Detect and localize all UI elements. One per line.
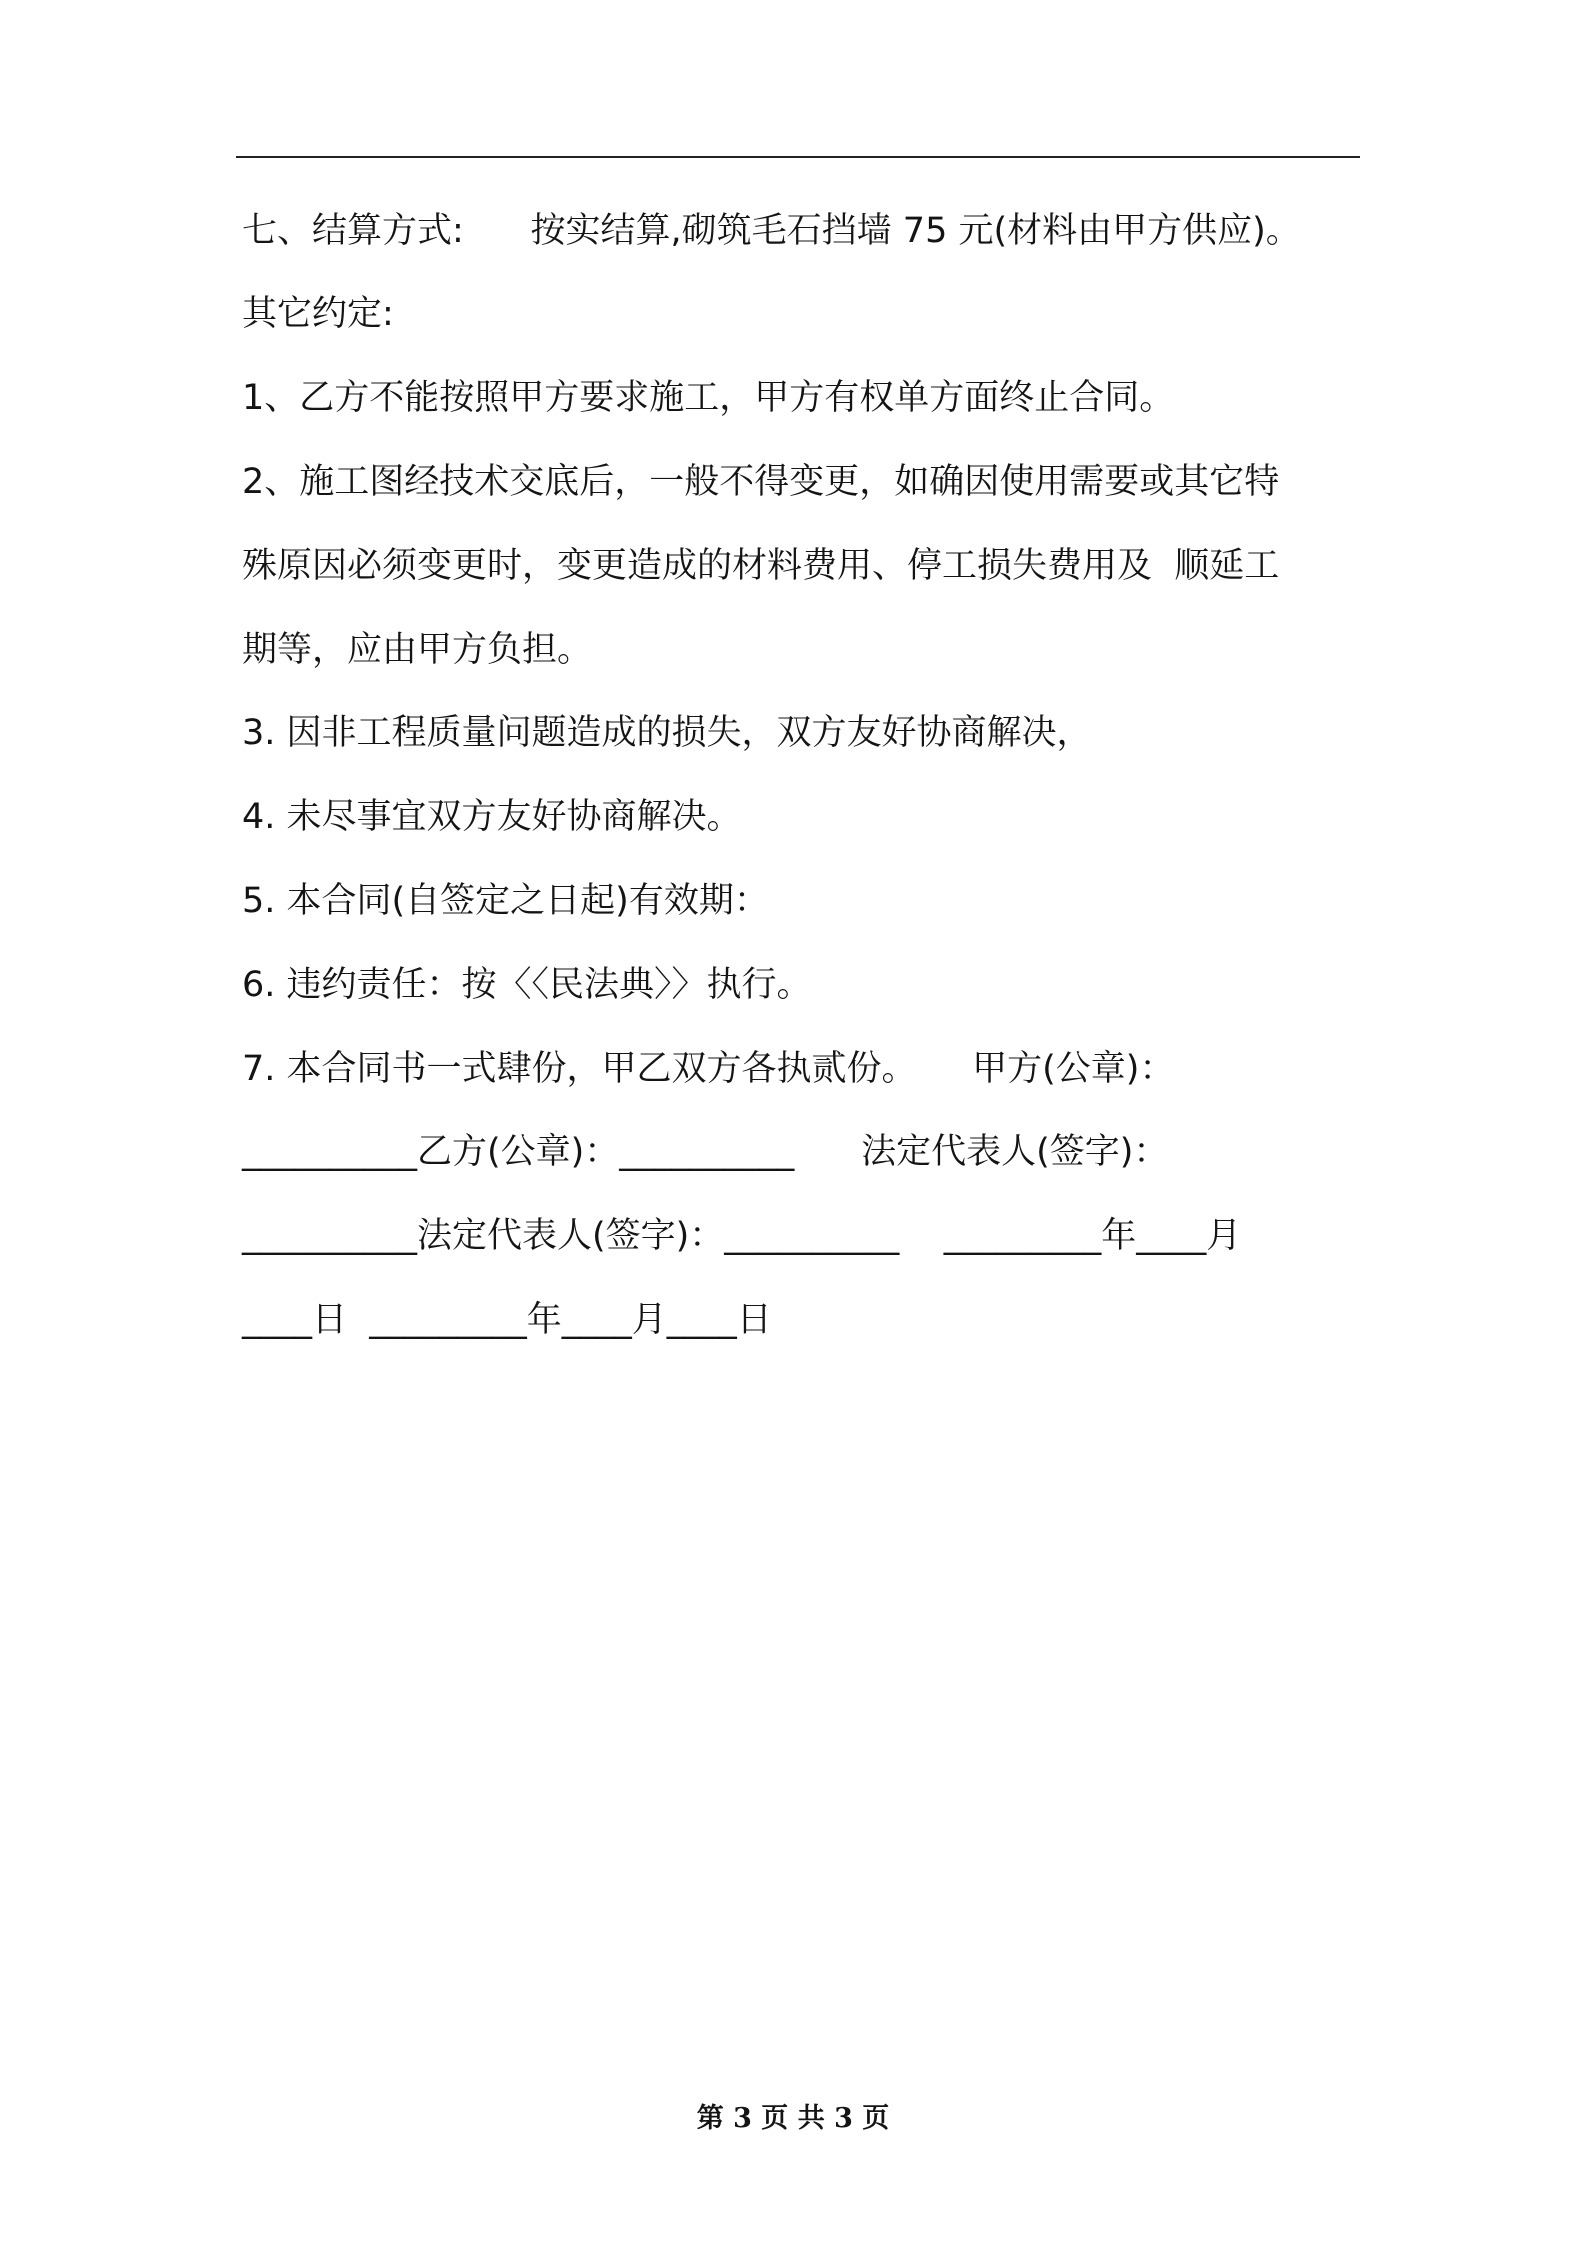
term-2-line-3: 期等，应由甲方负担。 <box>242 630 593 670</box>
settlement-method-line: 七、结算方式: 按实结算,砌筑毛石挡墙 75 元(材料由甲方供应)。 <box>242 211 1301 251</box>
signature-line-2: __________法定代表人(签字)：__________ _________年____月 <box>242 1216 1242 1256</box>
term-1-line: 1、乙方不能按照甲方要求施工，甲方有权单方面终止合同。 <box>242 378 1175 418</box>
date-line: ____日 _________年____月____日 <box>242 1300 772 1340</box>
term-6-line: 6. 违约责任：按〈〈民法典〉〉执行。 <box>242 965 812 1005</box>
header-rule <box>236 156 1360 158</box>
page-number: 第 3 页 共 3 页 <box>696 2103 890 2134</box>
term-4-line: 4. 未尽事宜双方友好协商解决。 <box>242 797 742 837</box>
other-terms-heading: 其它约定: <box>242 294 394 334</box>
term-2-line-2: 殊原因必须变更时，变更造成的材料费用、停工损失费用及 顺延工 <box>242 546 1280 586</box>
term-5-line: 5. 本合同(自签定之日起)有效期： <box>242 881 769 921</box>
term-3-line: 3. 因非工程质量问题造成的损失，双方友好协商解决， <box>242 713 1092 753</box>
term-7-line: 7. 本合同书一式肆份，甲乙双方各执贰份。 甲方(公章)： <box>242 1049 1175 1089</box>
term-2-line-1: 2、施工图经技术交底后，一般不得变更，如确因使用需要或其它特 <box>242 462 1280 502</box>
signature-line-1: __________乙方(公章)：__________ 法定代表人(签字)： <box>242 1132 1169 1172</box>
